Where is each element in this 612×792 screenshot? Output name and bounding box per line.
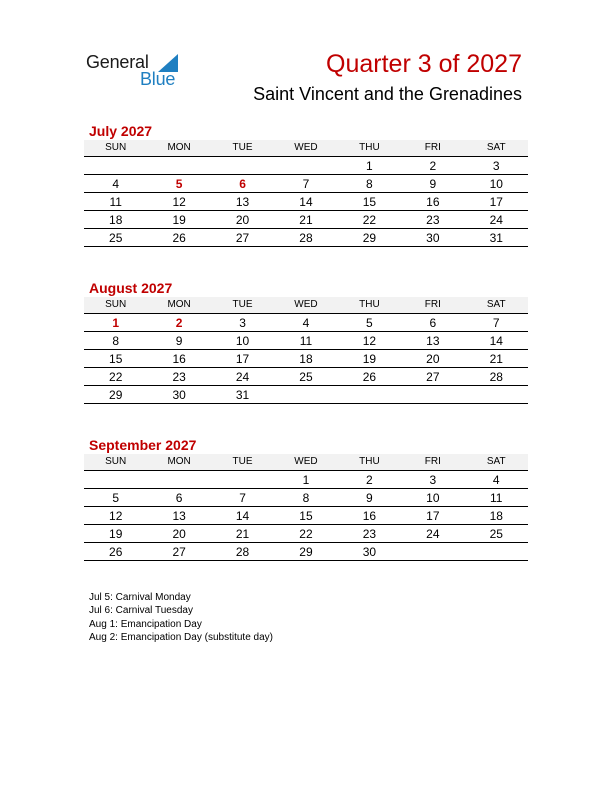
weekday-label: SUN — [105, 142, 127, 153]
day-cell: 2 — [175, 316, 183, 330]
day-cell: 25 — [489, 527, 503, 541]
day-cell: 10 — [489, 177, 503, 191]
day-cell — [465, 386, 528, 403]
weekday-label: WED — [294, 142, 318, 153]
day-cell: 30 — [172, 388, 186, 402]
week-row — [84, 193, 528, 211]
day-cell: 25 — [299, 370, 313, 384]
day-cell: 25 — [109, 231, 123, 245]
week-row — [84, 314, 528, 332]
calendar-grid — [84, 454, 528, 561]
day-cell: 5 — [366, 316, 373, 330]
day-cell: 15 — [362, 195, 377, 209]
day-cell: 20 — [426, 352, 440, 366]
day-cell: 10 — [426, 491, 440, 505]
day-cell: 2 — [429, 159, 437, 173]
day-cell: 9 — [429, 177, 437, 191]
day-cell: 28 — [299, 231, 313, 245]
weekday-label: TUE — [232, 142, 253, 153]
day-cell: 24 — [235, 370, 250, 384]
day-cell: 19 — [362, 352, 377, 366]
week-row — [84, 350, 528, 368]
day-cell — [84, 471, 147, 488]
day-cell: 14 — [299, 195, 313, 209]
month-title: August 2027 — [89, 280, 173, 296]
day-cell: 2 — [366, 473, 373, 487]
day-cell: 30 — [362, 545, 377, 559]
holiday-note: Jul 6: Carnival Tuesday — [89, 605, 193, 617]
day-cell: 28 — [489, 370, 503, 384]
day-cell: 13 — [235, 195, 250, 209]
weekday-label: THU — [359, 456, 380, 467]
day-cell: 29 — [362, 231, 377, 245]
day-cell: 7 — [302, 177, 310, 191]
day-cell: 5 — [175, 177, 183, 191]
day-cell: 18 — [109, 213, 123, 227]
day-cell: 15 — [109, 352, 123, 366]
day-cell: 18 — [489, 509, 503, 523]
day-cell: 4 — [302, 316, 310, 330]
day-cell: 29 — [299, 545, 313, 559]
day-cell: 20 — [172, 527, 186, 541]
weekday-label: MON — [167, 299, 191, 310]
day-cell: 5 — [112, 491, 120, 505]
day-cell: 21 — [299, 213, 313, 227]
month-title: July 2027 — [89, 123, 153, 139]
holiday-note: Aug 2: Emancipation Day (substitute day) — [89, 631, 273, 643]
day-cell — [274, 157, 337, 174]
day-cell: 1 — [112, 316, 120, 330]
weekday-label: SUN — [105, 299, 127, 310]
day-cell — [465, 543, 528, 560]
weekday-label: WED — [294, 456, 318, 467]
week-row — [84, 175, 528, 193]
day-cell: 27 — [426, 370, 440, 384]
weekday-label: FRI — [424, 142, 441, 153]
week-row — [84, 368, 528, 386]
day-cell: 17 — [489, 195, 503, 209]
calendar-grid — [84, 140, 528, 247]
week-row — [84, 525, 528, 543]
weekday-header-row — [84, 297, 528, 314]
day-cell — [401, 386, 464, 403]
weekday-label: SUN — [105, 456, 127, 467]
weekday-label: MON — [167, 456, 191, 467]
day-cell: 4 — [492, 473, 500, 487]
day-cell: 8 — [302, 491, 310, 505]
weekday-label: SAT — [486, 456, 506, 467]
day-cell: 19 — [172, 213, 186, 227]
day-cell: 22 — [362, 213, 377, 227]
day-cell: 31 — [235, 388, 250, 402]
day-cell: 17 — [426, 509, 440, 523]
weekday-label: FRI — [424, 456, 441, 467]
day-cell: 21 — [489, 352, 503, 366]
weekday-header-row — [84, 454, 528, 471]
holiday-notes — [89, 591, 273, 644]
day-cell: 31 — [489, 231, 503, 245]
day-cell: 7 — [239, 491, 246, 505]
day-cell: 12 — [362, 334, 377, 348]
week-row — [84, 386, 528, 404]
day-cell: 6 — [429, 316, 437, 330]
logo-blue-text: Blue — [140, 69, 176, 89]
day-cell: 8 — [366, 177, 373, 191]
day-cell: 18 — [299, 352, 313, 366]
weekday-label: SAT — [486, 299, 506, 310]
day-cell — [211, 471, 274, 488]
day-cell — [274, 386, 337, 403]
page-subtitle: Saint Vincent and the Grenadines — [253, 84, 522, 104]
day-cell: 22 — [299, 527, 313, 541]
day-cell: 20 — [235, 213, 250, 227]
week-row — [84, 157, 528, 175]
day-cell: 7 — [492, 316, 500, 330]
day-cell: 13 — [426, 334, 440, 348]
day-cell: 10 — [235, 334, 250, 348]
week-row — [84, 211, 528, 229]
day-cell: 28 — [235, 545, 250, 559]
week-row — [84, 489, 528, 507]
day-cell — [338, 386, 401, 403]
day-cell: 22 — [109, 370, 123, 384]
day-cell: 4 — [112, 177, 120, 191]
weekday-label: MON — [167, 142, 191, 153]
day-cell: 6 — [239, 177, 246, 191]
day-cell: 13 — [172, 509, 186, 523]
day-cell: 24 — [489, 213, 503, 227]
day-cell: 19 — [109, 527, 123, 541]
day-cell: 27 — [172, 545, 186, 559]
holiday-note: Aug 1: Emancipation Day — [89, 618, 202, 630]
day-cell: 16 — [426, 195, 440, 209]
logo — [86, 52, 186, 92]
weekday-label: THU — [359, 142, 380, 153]
day-cell: 3 — [429, 473, 437, 487]
day-cell: 15 — [299, 509, 313, 523]
weekday-label: FRI — [424, 299, 441, 310]
day-cell: 21 — [235, 527, 250, 541]
day-cell: 16 — [362, 509, 377, 523]
day-cell — [147, 157, 210, 174]
day-cell: 11 — [109, 195, 122, 209]
day-cell: 14 — [489, 334, 503, 348]
day-cell: 16 — [172, 352, 186, 366]
day-cell: 23 — [172, 370, 186, 384]
day-cell — [147, 471, 210, 488]
week-row — [84, 229, 528, 247]
day-cell: 23 — [362, 527, 377, 541]
day-cell: 26 — [172, 231, 186, 245]
day-cell: 29 — [109, 388, 123, 402]
calendar-grid — [84, 297, 528, 404]
weekday-label: WED — [294, 299, 318, 310]
day-cell — [84, 157, 147, 174]
week-row — [84, 471, 528, 489]
day-cell: 12 — [109, 509, 123, 523]
logo-general-text: General — [86, 52, 149, 72]
day-cell: 8 — [112, 334, 120, 348]
week-row — [84, 332, 528, 350]
holiday-note: Jul 5: Carnival Monday — [89, 592, 191, 603]
month-title: September 2027 — [89, 437, 197, 453]
week-row — [84, 507, 528, 525]
day-cell: 17 — [235, 352, 250, 366]
day-cell: 12 — [172, 195, 186, 209]
day-cell: 26 — [362, 370, 377, 384]
day-cell: 23 — [426, 213, 440, 227]
day-cell: 27 — [235, 231, 250, 245]
day-cell — [211, 157, 274, 174]
day-cell: 30 — [426, 231, 440, 245]
day-cell: 11 — [490, 491, 503, 505]
day-cell: 3 — [492, 159, 500, 173]
day-cell: 26 — [109, 545, 123, 559]
weekday-label: THU — [359, 299, 380, 310]
day-cell: 1 — [302, 473, 310, 487]
day-cell: 14 — [235, 509, 250, 523]
week-row — [84, 543, 528, 561]
weekday-label: TUE — [232, 299, 253, 310]
day-cell: 1 — [366, 159, 373, 173]
weekday-label: TUE — [232, 456, 253, 467]
day-cell: 11 — [299, 334, 313, 348]
weekday-label: SAT — [486, 142, 506, 153]
day-cell: 9 — [366, 491, 373, 505]
day-cell: 3 — [239, 316, 246, 330]
day-cell: 9 — [175, 334, 183, 348]
day-cell: 6 — [175, 491, 183, 505]
page-title: Quarter 3 of 2027 — [326, 50, 522, 78]
day-cell: 24 — [426, 527, 440, 541]
day-cell — [401, 543, 464, 560]
weekday-header-row — [84, 140, 528, 157]
